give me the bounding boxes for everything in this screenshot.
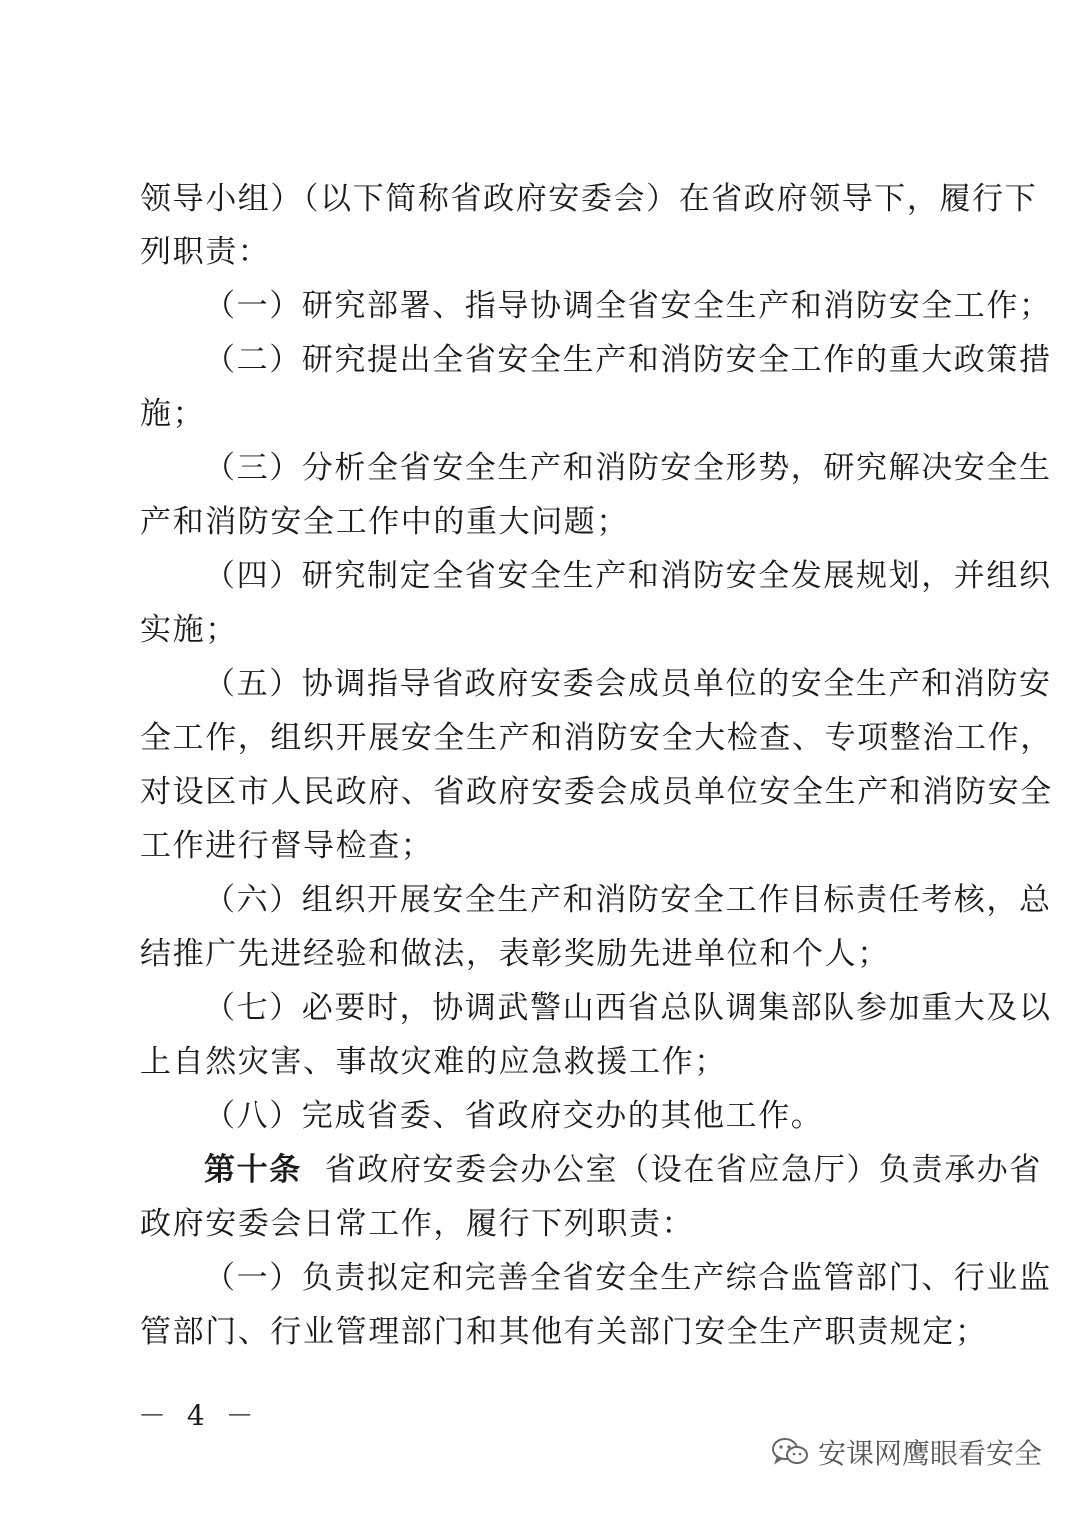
text-line: 领导小组）（以下简称省政府安委会）在省政府领导下，履行下: [140, 181, 1038, 217]
text-line: 政府安委会日常工作，履行下列职责：: [140, 1206, 695, 1242]
article-heading: 第十条: [204, 1152, 302, 1188]
text-line: 管部门、行业管理部门和其他有关部门安全生产职责规定；: [140, 1314, 988, 1350]
article-text: 省政府安委会办公室（设在省应急厅）负责承办省: [324, 1152, 1042, 1188]
text-line: 工作进行督导检查；: [140, 828, 434, 864]
list-item: （七）必要时，协调武警山西省总队调集部队参加重大及以: [204, 990, 1052, 1026]
list-item: （五）协调指导省政府安委会成员单位的安全生产和消防安: [204, 666, 1052, 702]
text-line: 列职责：: [140, 234, 271, 270]
list-item: （六）组织开展安全生产和消防安全工作目标责任考核，总: [204, 882, 1052, 918]
text-line: 施；: [140, 396, 206, 432]
text-line: 对设区市人民政府、省政府安委会成员单位安全生产和消防安全: [140, 774, 1053, 810]
text-line: 产和消防安全工作中的重大问题；: [140, 504, 629, 540]
page-number: － 4 －: [138, 1399, 260, 1432]
text-line: 结推广先进经验和做法，表彰奖励先进单位和个人；: [140, 936, 890, 972]
text-line: 实施；: [140, 612, 238, 648]
list-item: （一）负责拟定和完善全省安全生产综合监管部门、行业监: [204, 1260, 1052, 1296]
list-item: （三）分析全省安全生产和消防安全形势，研究解决安全生: [204, 450, 1052, 486]
article-line: [204, 1150, 1042, 1190]
text-line: 上自然灾害、事故灾难的应急救援工作；: [140, 1044, 727, 1080]
list-item: （二）研究提出全省安全生产和消防安全工作的重大政策措: [204, 342, 1052, 378]
watermark: [770, 1432, 1042, 1472]
wechat-icon: [770, 1436, 810, 1468]
text-line: 全工作，组织开展安全生产和消防安全大检查、专项整治工作，: [140, 720, 1053, 756]
list-item: （八）完成省委、省政府交办的其他工作。: [204, 1098, 824, 1134]
watermark-text: 安课网鹰眼看安全: [817, 1437, 1042, 1470]
list-item: （一）研究部署、指导协调全省安全生产和消防安全工作；: [204, 288, 1052, 324]
list-item: （四）研究制定全省安全生产和消防安全发展规划，并组织: [204, 558, 1052, 594]
